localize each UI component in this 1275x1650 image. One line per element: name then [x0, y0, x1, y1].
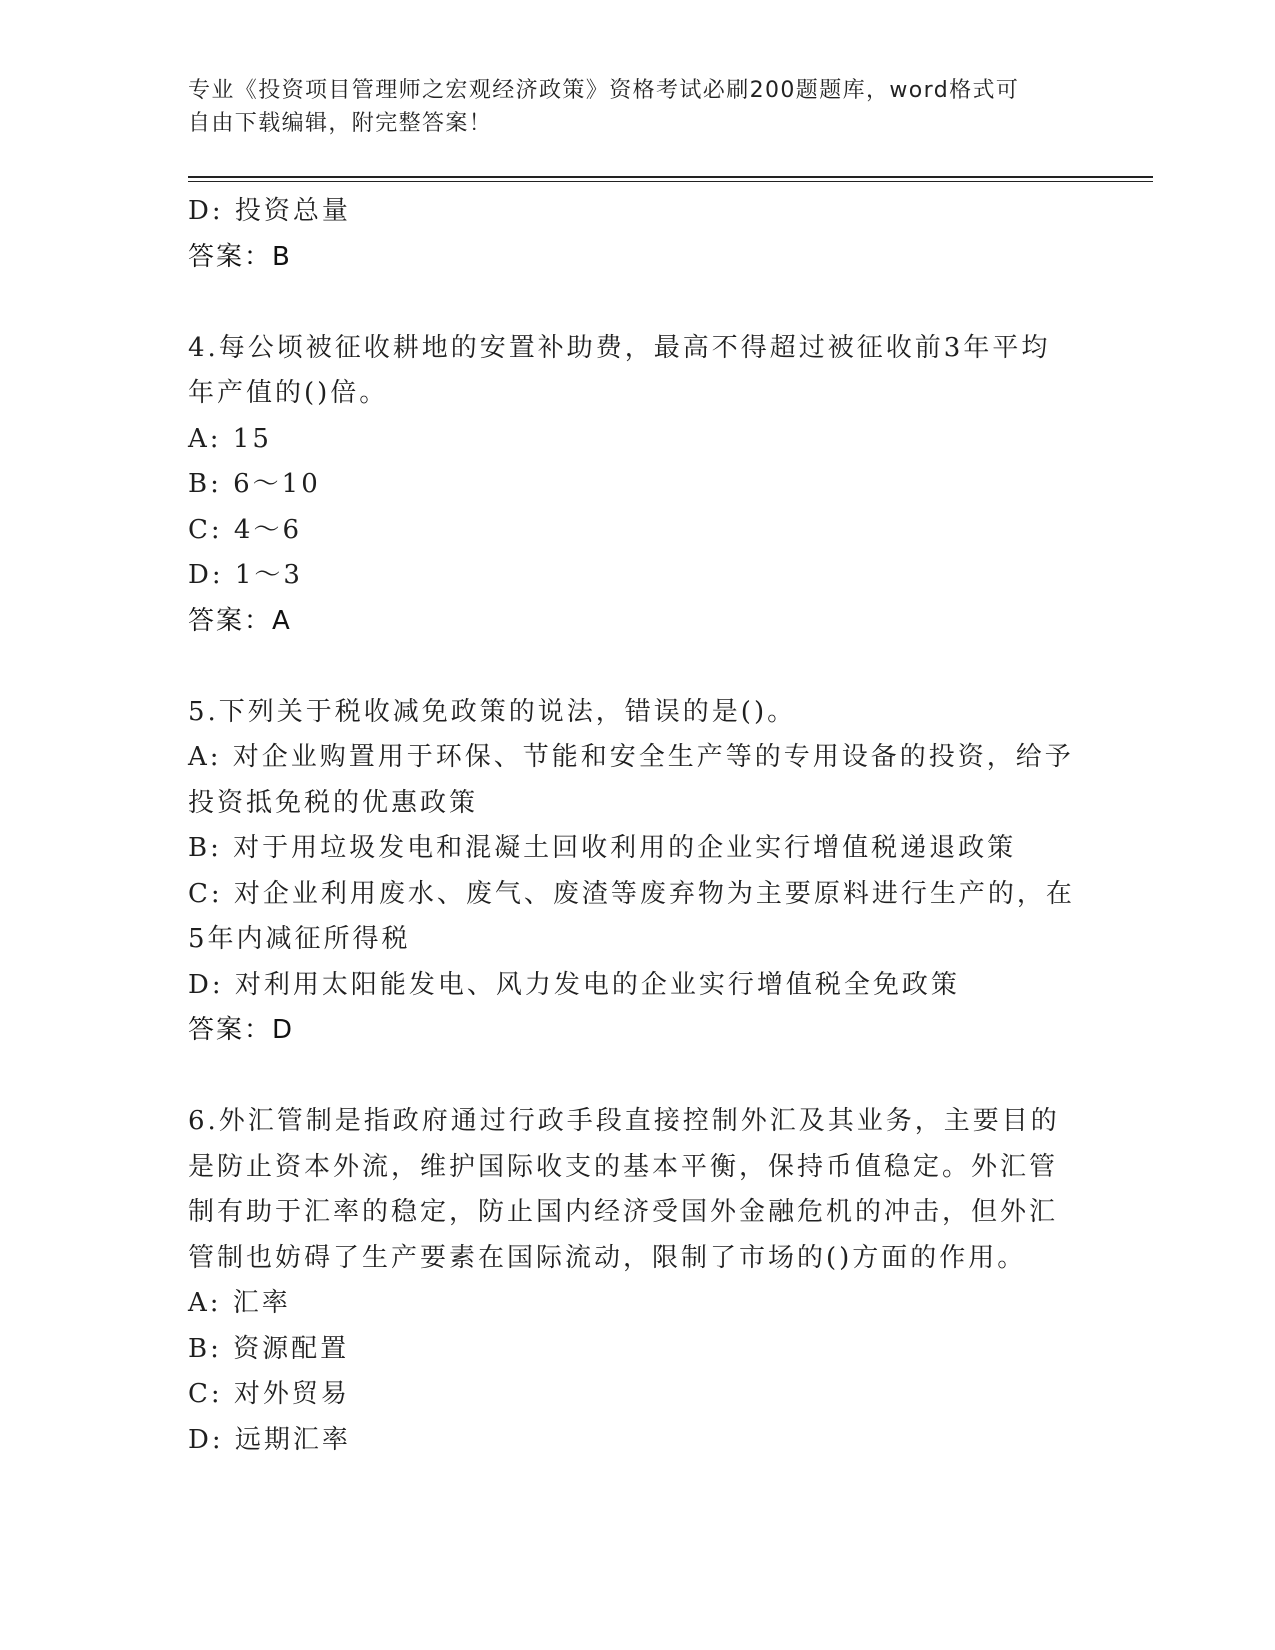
q5-option-c-line-2: 5年内减征所得税: [188, 924, 411, 954]
q4-option-b: B: 6～10: [188, 469, 321, 499]
q5-option-d: D: 对利用太阳能发电、风力发电的企业实行增值税全免政策: [188, 969, 960, 1000]
header-rule-thick: [188, 176, 1153, 178]
q4-option-a: A: 15: [188, 423, 272, 454]
q3-answer: 答案：B: [188, 241, 292, 272]
spacer: [188, 644, 1088, 690]
question-list: [188, 189, 1088, 1463]
q6-stem-line-4: 管制也妨碍了生产要素在国际流动，限制了市场的()方面的作用。: [188, 1242, 1027, 1273]
page-header: [188, 74, 1068, 140]
spacer: [188, 280, 1088, 326]
question-4: [188, 326, 1088, 645]
header-line-1: 专业《投资项目管理师之宏观经济政策》资格考试必刷200题题库，word格式可: [188, 78, 1020, 103]
q5-answer: 答案：D: [188, 1015, 295, 1045]
q6-option-b: B: 资源配置: [188, 1333, 350, 1364]
q4-answer: 答案：A: [188, 605, 292, 636]
q3-option-d: D: 投资总量: [188, 196, 351, 226]
q5-option-a-line-2: 投资抵免税的优惠政策: [188, 787, 479, 818]
q6-stem-line-1: 6.外汇管制是指政府通过行政手段直接控制外汇及其业务，主要目的: [188, 1106, 1060, 1136]
header-line-2: 自由下载编辑，附完整答案！: [188, 111, 493, 136]
q6-option-c: C: 对外贸易: [188, 1379, 350, 1409]
q6-stem-line-3: 制有助于汇率的稳定，防止国内经济受国外金融危机的冲击，但外汇: [188, 1197, 1059, 1227]
question-5: [188, 690, 1088, 1054]
q5-option-a-line-1: A: 对企业购置用于环保、节能和安全生产等的专用设备的投资，给予: [188, 742, 1074, 772]
q5-stem: 5.下列关于税收减免政策的说法，错误的是()。: [188, 696, 797, 727]
spacer: [188, 1054, 1088, 1100]
q4-stem-line-2: 年产值的()倍。: [188, 378, 389, 408]
question-6: [188, 1099, 1088, 1463]
question-3-tail: [188, 189, 1088, 280]
q6-stem-line-2: 是防止资本外流，维护国际收支的基本平衡，保持币值稳定。外汇管: [188, 1151, 1059, 1182]
q4-option-c: C: 4～6: [188, 514, 303, 545]
q6-option-d: D: 远期汇率: [188, 1424, 351, 1455]
q5-option-c-line-1: C: 对企业利用废水、废气、废渣等废弃物为主要原料进行生产的，在: [188, 878, 1075, 909]
q4-option-d: D: 1～3: [188, 560, 303, 590]
header-rule-thin: [188, 181, 1153, 182]
q5-option-b: B: 对于用垃圾发电和混凝土回收利用的企业实行增值税递退政策: [188, 833, 1017, 863]
q6-option-a: A: 汇率: [188, 1288, 291, 1318]
q4-stem-line-1: 4.每公顷被征收耕地的安置补助费，最高不得超过被征收前3年平均: [188, 332, 1051, 363]
